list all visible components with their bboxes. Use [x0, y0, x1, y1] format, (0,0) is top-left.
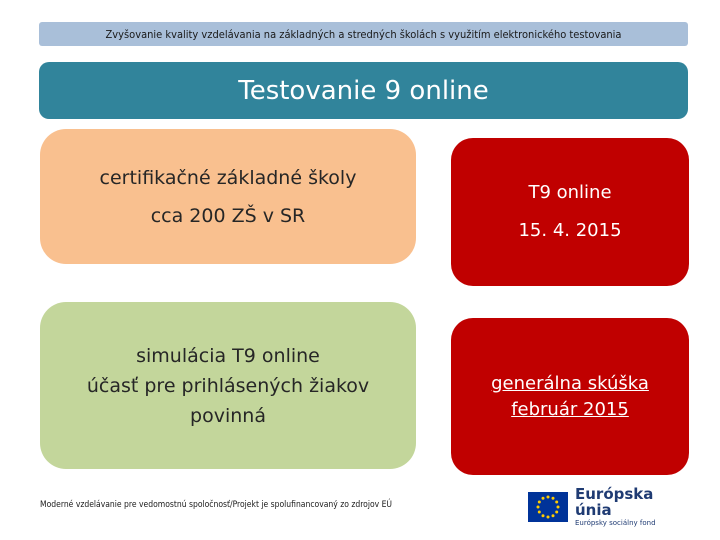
certified-schools-box	[40, 129, 416, 264]
t9-date-line2: 15. 4. 2015	[518, 220, 622, 241]
eu-logo	[528, 485, 688, 527]
eu-subtitle: Európsky sociálny fond	[575, 519, 656, 527]
slide-title	[39, 62, 688, 119]
simulation-line3: povinná	[190, 404, 266, 427]
t9-date-box	[451, 138, 689, 286]
eu-flag-icon	[528, 492, 568, 522]
simulation-line1: simulácia T9 online	[136, 344, 320, 367]
general-test-box	[451, 318, 689, 475]
general-test-line2: február 2015	[511, 398, 629, 420]
simulation-line2: účasť pre prihlásených žiakov	[86, 374, 370, 397]
slide-title-text: Testovanie 9 online	[238, 75, 489, 106]
simulation-box	[40, 302, 416, 469]
t9-date-line1: T9 online	[528, 182, 612, 203]
certified-schools-line2: cca 200 ZŠ v SR	[150, 204, 306, 227]
header-text: Zvyšovanie kvality vzdelávania na základných a stredných školách s využitím elektronického testovania	[105, 27, 622, 41]
certified-schools-line1: certifikačné základné školy	[99, 166, 357, 189]
eu-name: Európska únia	[575, 485, 654, 519]
general-test-line1: generálna skúška	[491, 372, 649, 394]
footer-text: Moderné vzdelávanie pre vedomostnú spoločnosť/Projekt je spolufinancovaný zo zdrojov EÚ	[40, 500, 393, 510]
header-banner	[39, 22, 688, 46]
